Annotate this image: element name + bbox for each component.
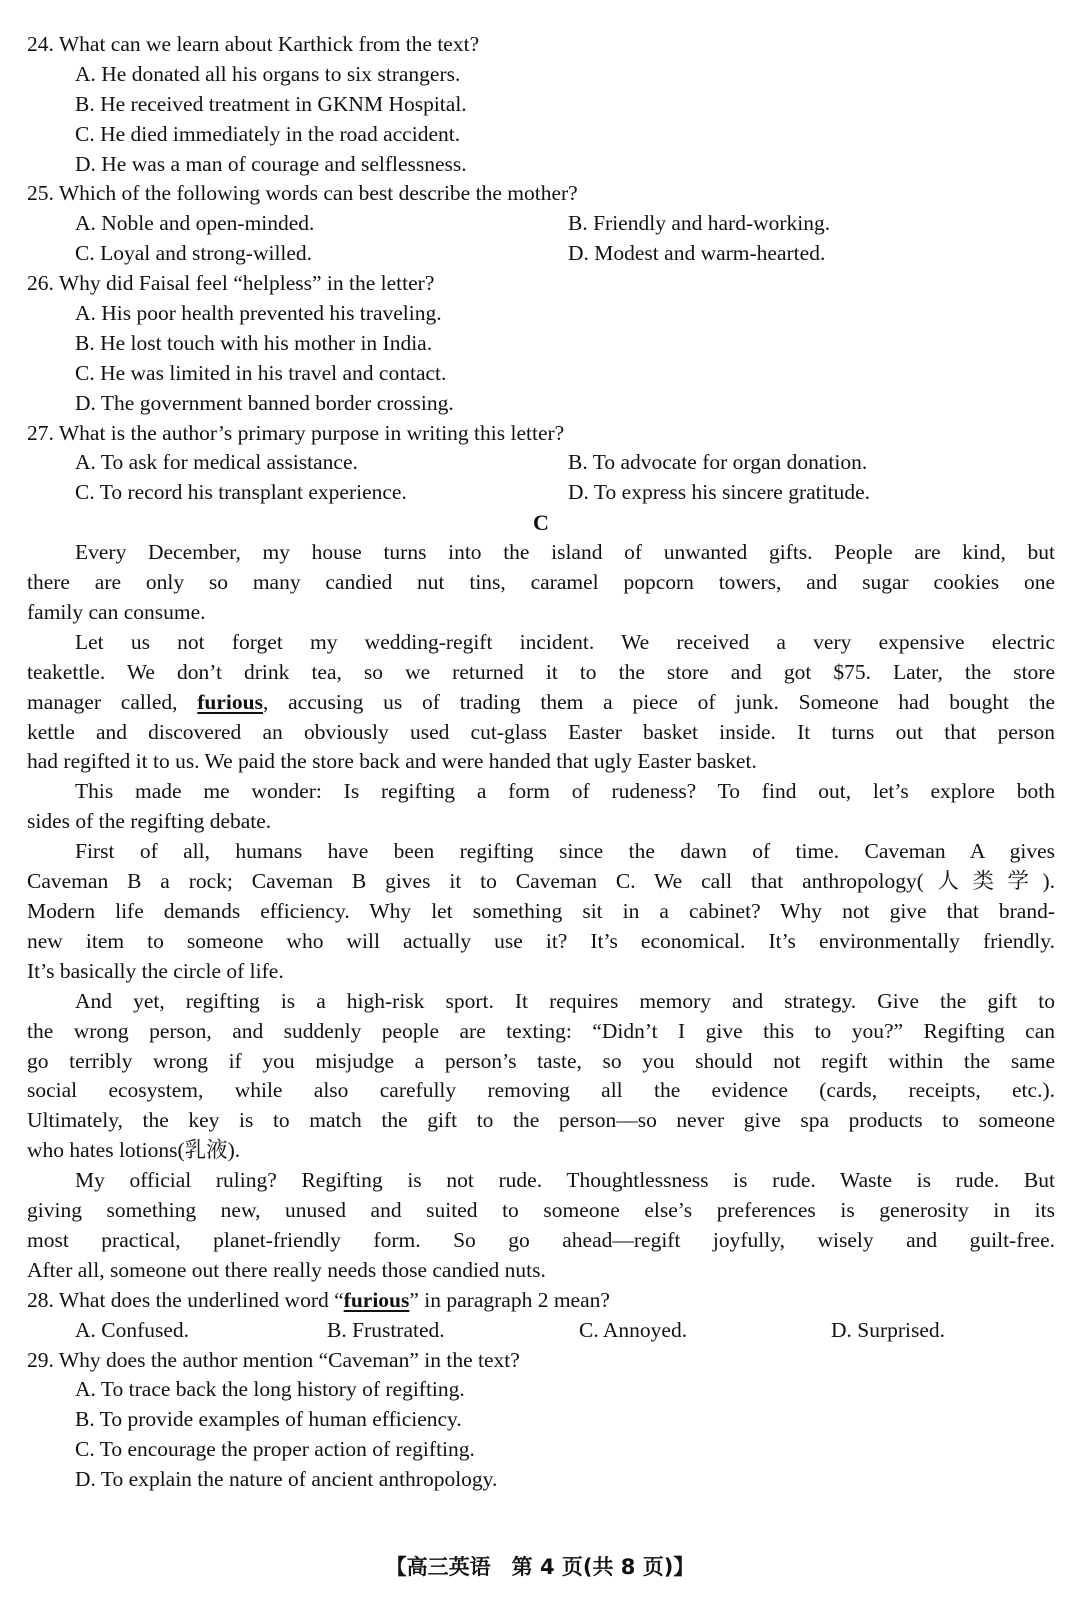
q25-option-c: C. Loyal and strong-willed. — [75, 241, 313, 266]
paragraph-line: First of all, humans have been regifting since the dawn of time. Caveman A gives — [75, 839, 1055, 864]
q27-option-a: A. To ask for medical assistance. — [75, 450, 358, 475]
paragraph-line: there are only so many candied nut tins, caramel popcorn towers, and sugar cookies one — [27, 570, 1055, 595]
page-footer: 【高三英语 第 4 页(共 8 页)】 — [385, 1555, 695, 1579]
q29-option-b: B. To provide examples of human efficiency. — [75, 1407, 462, 1432]
q25-option-d: D. Modest and warm-hearted. — [568, 241, 826, 266]
paragraph-line: My official ruling? Regifting is not rude. Thoughtlessness is rude. Waste is rude. But — [75, 1168, 1055, 1193]
section-c-title: C — [533, 510, 549, 536]
paragraph-line: giving something new, unused and suited to someone else’s preferences is generosity in its — [27, 1198, 1055, 1223]
q28-option-c: C. Annoyed. — [579, 1317, 688, 1342]
paragraph-line: social ecosystem, while also carefully removing all the evidence (cards, receipts, etc.). — [27, 1078, 1055, 1103]
q27-option-c: C. To record his transplant experience. — [75, 480, 407, 505]
q27-option-d: D. To express his sincere gratitude. — [568, 480, 871, 505]
paragraph-line: the wrong person, and suddenly people are texting: “Didn’t I give this to you?” Regifting can — [27, 1018, 1055, 1043]
q27-options-row-2 — [27, 478, 1055, 508]
q28-option-a: A. Confused. — [75, 1317, 190, 1342]
paragraph-line: family can consume. — [27, 599, 206, 624]
q29-option-a: A. To trace back the long history of regifting. — [75, 1377, 465, 1402]
paragraph-line: Every December, my house turns into the island of unwanted gifts. People are kind, but — [75, 540, 1055, 565]
q26-option-d: D. The government banned border crossing. — [75, 390, 454, 415]
question-26-stem: 26. Why did Faisal feel “helpless” in the letter? — [27, 271, 435, 296]
q26-option-c: C. He was limited in his travel and contact. — [75, 360, 447, 385]
q28-option-b: B. Frustrated. — [327, 1317, 445, 1342]
q24-option-d: D. He was a man of courage and selflessness. — [75, 151, 467, 176]
q26-option-a: A. His poor health prevented his traveling. — [75, 301, 442, 326]
paragraph-line: Modern life demands efficiency. Why let something sit in a cabinet? Why not give that brand- — [27, 899, 1055, 924]
q25-options-row-2 — [27, 239, 1055, 269]
paragraph-line: teakettle. We don’t drink tea, so we returned it to the store and got $75. Later, the store — [27, 659, 1055, 684]
paragraph-line: go terribly wrong if you misjudge a person’s taste, so you should not regift within the same — [27, 1048, 1055, 1073]
question-24-stem: 24. What can we learn about Karthick from the text? — [27, 32, 480, 56]
paragraph-line: Let us not forget my wedding-regift incident. We received a very expensive electric — [75, 629, 1055, 654]
q27-option-b: B. To advocate for organ donation. — [568, 450, 868, 475]
question-25-stem: 25. Which of the following words can best describe the mother? — [27, 181, 578, 206]
passage-paragraph-6 — [27, 1166, 1055, 1286]
paragraph-line: sides of the regifting debate. — [27, 809, 272, 834]
q28-option-d: D. Surprised. — [831, 1317, 946, 1342]
paragraph-line: Caveman B a rock; Caveman B gives it to Caveman C. We call that anthropology(人类学). — [27, 869, 1055, 894]
q28-underlined-word: furious — [343, 1287, 410, 1312]
paragraph-line: who hates lotions(乳液). — [27, 1138, 241, 1163]
q25-option-a: A. Noble and open-minded. — [75, 211, 315, 236]
question-27-stem: 27. What is the author’s primary purpose in writing this letter? — [27, 420, 565, 445]
passage-paragraph-2 — [27, 628, 1055, 778]
question-29-stem: 29. Why does the author mention “Caveman” in the text? — [27, 1347, 520, 1372]
q24-option-c: C. He died immediately in the road accident. — [75, 121, 461, 146]
paragraph-line: After all, someone out there really needs those candied nuts. — [27, 1257, 546, 1282]
paragraph-line-with-underlined-word — [27, 688, 1055, 718]
line-text-after: , accusing us of trading them a piece of junk. Someone had bought the — [262, 689, 1055, 714]
q26-option-b: B. He lost touch with his mother in India. — [75, 330, 433, 355]
paragraph-line: most practical, planet-friendly form. So go ahead—regift joyfully, wisely and guilt-free. — [27, 1227, 1055, 1252]
q28-stem-before: 28. What does the underlined word “ — [27, 1287, 344, 1312]
q28-stem-after: ” in paragraph 2 mean? — [409, 1287, 610, 1312]
q29-option-d: D. To explain the nature of ancient anthropology. — [75, 1467, 498, 1492]
underlined-word-furious: furious — [197, 689, 263, 714]
q25-options-row-1 — [27, 209, 1055, 239]
passage-paragraph-3 — [27, 777, 1055, 837]
paragraph-line: had regifted it to us. We paid the store back and were handed that ugly Easter basket. — [27, 749, 757, 774]
q25-option-b: B. Friendly and hard-working. — [568, 211, 831, 236]
question-28-stem — [27, 1286, 1055, 1316]
paragraph-line: And yet, regifting is a high-risk sport. It requires memory and strategy. Give the gift to — [75, 988, 1055, 1013]
paragraph-line: It’s basically the circle of life. — [27, 958, 284, 983]
passage-paragraph-1 — [27, 538, 1055, 628]
paragraph-line: Ultimately, the key is to match the gift to the person—so never give spa products to someone — [27, 1108, 1055, 1133]
exam-page — [27, 30, 1055, 1495]
line-text-before: manager called, — [27, 689, 178, 714]
q24-option-b: B. He received treatment in GKNM Hospital. — [75, 91, 467, 116]
q27-options-row-1 — [27, 448, 1055, 478]
paragraph-line: new item to someone who will actually use it? It’s economical. It’s environmentally friendly. — [27, 928, 1055, 953]
passage-paragraph-5 — [27, 987, 1055, 1166]
paragraph-line: kettle and discovered an obviously used cut-glass Easter basket inside. It turns out that person — [27, 719, 1055, 744]
q29-option-c: C. To encourage the proper action of regifting. — [75, 1437, 475, 1462]
q28-options-row — [27, 1316, 1055, 1346]
q24-option-a: A. He donated all his organs to six strangers. — [75, 61, 461, 86]
passage-paragraph-4 — [27, 837, 1055, 987]
paragraph-line: This made me wonder: Is regifting a form of rudeness? To find out, let’s explore both — [75, 779, 1055, 804]
